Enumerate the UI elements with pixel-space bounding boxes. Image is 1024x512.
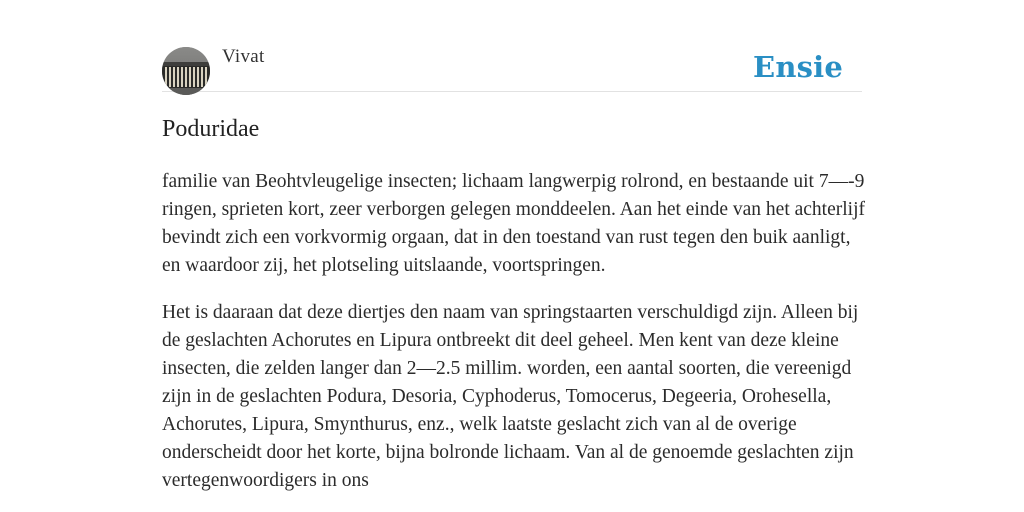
article-paragraph: familie van Beohtvleugelige insecten; lichaam langwerpig rolrond, en bestaande uit 7—-9 ringen, sprieten kort, zeer verborgen gelegen monddeelen. Aan het einde van het achterlijf bevindt zich een vorkvormig orgaan, dat in den toestand van rust tegen den buik aanligt, en waardoor zij, het plotseling uitslaande, voortspringen. [162, 171, 865, 276]
brand-logo[interactable]: Ensie [753, 50, 843, 84]
header [162, 0, 862, 92]
article-paragraph: Het is daaraan dat deze diertjes den naam van springstaarten verschuldigd zijn. Alleen bij de geslachten Achorutes en Lipura ontbreekt dit deel geheel. Men kent van deze kleine insecten, die zelden langer dan 2—2.5 millim. worden, een aantal soorten, die vereenigd zijn in de geslachten Podura, Desoria, Cyphoderus, Tomocerus, Degeeria, Orohesella, Achorutes, Lipura, Smynthurus, enz., welk laatste geslacht zich van al de overige onderscheidt door het korte, bijna bolronde lichaam. Van al de genoemde geslachten zijn vertegenwoordigers in ons [162, 302, 859, 491]
avatar-image-icon [162, 47, 210, 95]
content-column [162, 0, 865, 491]
author-avatar[interactable] [162, 47, 210, 95]
article-body [162, 168, 867, 512]
author-name[interactable]: Vivat [222, 46, 265, 67]
article-title: Poduridae [162, 116, 260, 142]
